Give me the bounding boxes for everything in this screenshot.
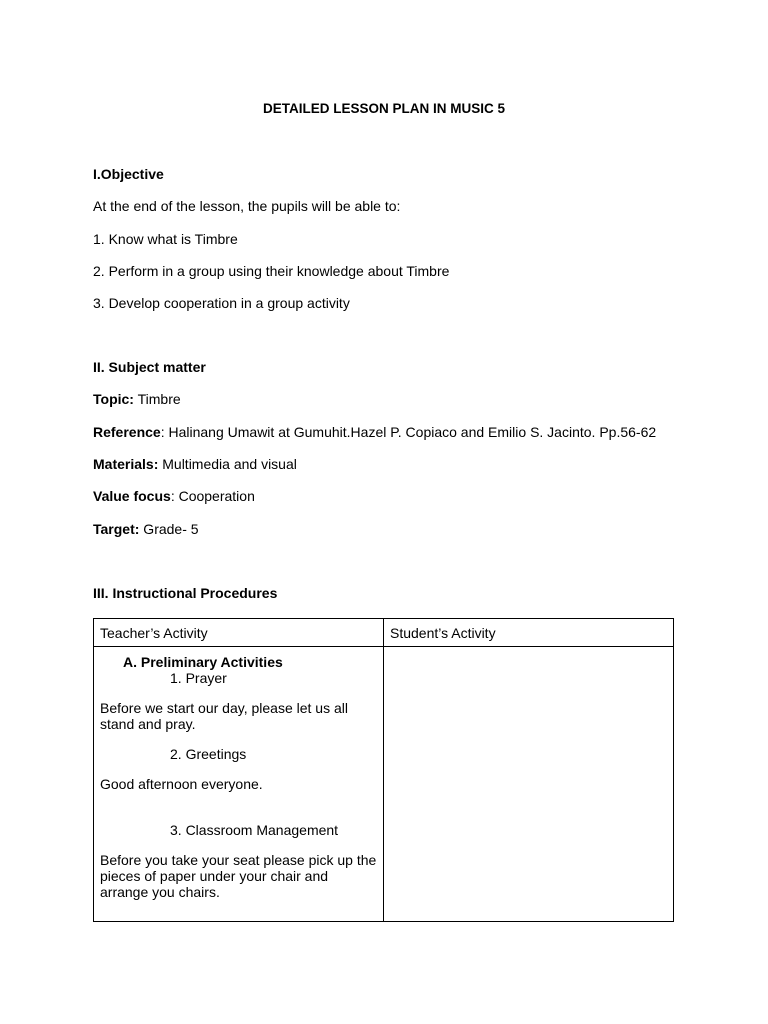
subject-matter-heading: II. Subject matter xyxy=(93,359,206,375)
reference-label: Reference xyxy=(93,424,161,440)
procedures-heading: III. Instructional Procedures xyxy=(93,585,278,601)
step-prayer: 1. Prayer xyxy=(170,670,227,686)
topic-label: Topic: xyxy=(93,391,134,407)
value-focus-line xyxy=(93,488,255,505)
document-title: DETAILED LESSON PLAN IN MUSIC 5 xyxy=(262,101,506,116)
student-activity-header: Student’s Activity xyxy=(384,619,674,647)
materials-label: Materials: xyxy=(93,456,159,472)
teacher-activity-header: Teacher’s Activity xyxy=(94,619,384,647)
value-focus-value: : Cooperation xyxy=(170,488,255,504)
target-value: Grade- 5 xyxy=(139,521,199,537)
step-classroom-management: 3. Classroom Management xyxy=(170,822,339,838)
preliminary-activities-heading: A. Preliminary Activities xyxy=(123,654,283,670)
reference-value: : Halinang Umawit at Gumuhit.Hazel P. Copiaco and Emilio S. Jacinto. Pp.56-62 xyxy=(160,424,657,440)
topic-line xyxy=(93,391,181,408)
target-line xyxy=(93,521,199,538)
step-greetings: 2. Greetings xyxy=(170,746,247,762)
target-label: Target: xyxy=(93,521,140,537)
greetings-text: Good afternoon everyone. xyxy=(100,776,263,792)
topic-value: Timbre xyxy=(133,391,181,407)
table-header-row xyxy=(94,619,674,647)
teacher-activity-cell xyxy=(94,647,384,922)
materials-line xyxy=(93,456,297,473)
classroom-management-text: Before you take your seat please pick up the pieces of paper under your chair and arrange you chairs. xyxy=(100,852,377,900)
objective-item-2: 2. Perform in a group using their knowledge about Timbre xyxy=(93,263,450,279)
objective-intro: At the end of the lesson, the pupils will be able to: xyxy=(93,198,401,214)
student-activity-cell xyxy=(384,647,674,922)
procedures-table xyxy=(93,618,674,922)
table-row xyxy=(94,647,674,922)
objective-item-1: 1. Know what is Timbre xyxy=(93,231,238,247)
objective-item-3: 3. Develop cooperation in a group activity xyxy=(93,295,350,311)
value-focus-label: Value focus xyxy=(93,488,171,504)
materials-value: Multimedia and visual xyxy=(158,456,297,472)
prayer-text: Before we start our day, please let us all stand and pray. xyxy=(100,700,348,732)
reference-line xyxy=(93,424,656,441)
objective-heading: I.Objective xyxy=(93,166,164,182)
